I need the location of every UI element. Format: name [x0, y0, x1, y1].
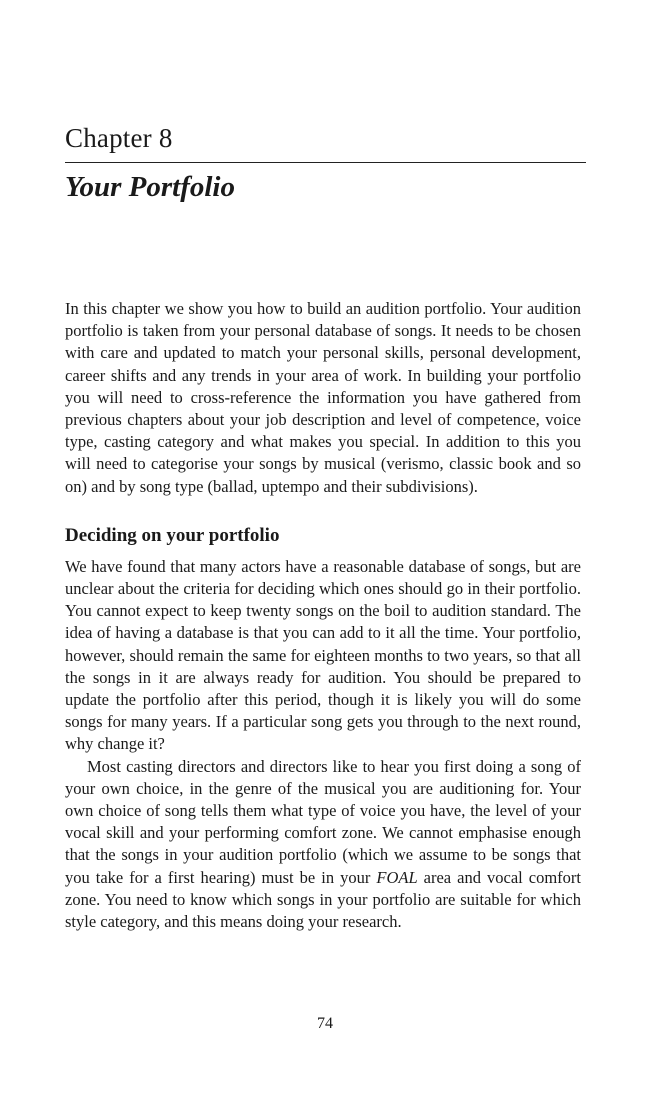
paragraph-2-text-before: Most casting directors and directors like to hear you first doing a song of your own choice, in the genre of the musical you are auditioning for. Your own choice of song tells them what type of voice you have, the level of your vocal skill and your performing comfort zone. We cannot emphasise enough that the songs in your audition portfolio (which we assume to be songs that you take for a first hearing) must be in your — [65, 756, 581, 887]
book-page — [65, 0, 585, 1095]
chapter-divider — [65, 162, 586, 163]
body-text — [65, 298, 581, 933]
section-paragraph-1: We have found that many actors have a reasonable database of songs, but are unclear about the criteria for deciding which ones should go in their portfolio. You cannot expect to keep twenty songs on the boil to audition standard. The idea of having a database is that you can add to it all the time. Your portfolio, however, should remain the same for eighteen months to two years, so that all the songs in it are always ready for audition. You should be prepared to update the portfolio after this period, though it is likely you will do some songs for many years. If a particular song gets you through to the next round, why change it? — [65, 556, 581, 754]
intro-paragraph: In this chapter we show you how to build an audition portfolio. Your audition portfolio is taken from your personal database of songs. It needs to be chosen with care and updated to match your personal skills, personal development, career shifts and any trends in your area of work. In building your portfolio you will need to cross-reference the information you have gathered from previous chapters about your job description and level of competence, voice type, casting category and what makes you special. In addition to this you will need to categorise your songs by musical (verismo, classic book and so on) and by song type (ballad, uptempo and their subdivisions). — [65, 299, 581, 496]
page-number: 74 — [317, 1015, 333, 1032]
chapter-title: Your Portfolio — [65, 171, 235, 203]
section-heading: Deciding on your portfolio — [65, 524, 280, 546]
section-paragraph-2 — [65, 756, 581, 934]
chapter-label: Chapter 8 — [65, 123, 173, 153]
foal-emphasis: FOAL — [376, 867, 418, 887]
paragraph-2-text-after: area and vocal comfort zone. You need to know which songs in your portfolio are suitable for which style category, and this means doing your research. — [65, 867, 581, 932]
